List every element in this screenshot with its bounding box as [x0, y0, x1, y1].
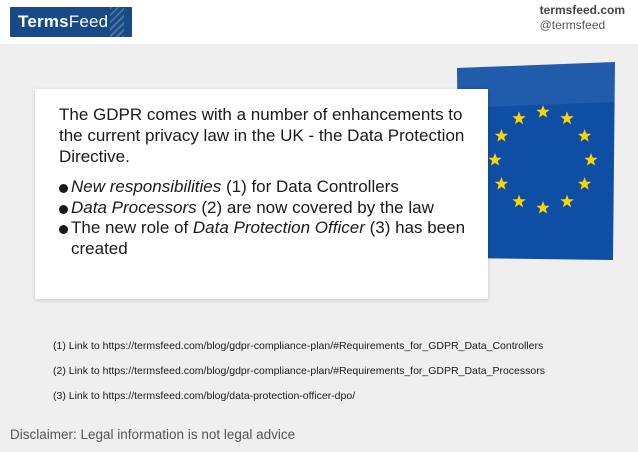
- footnote-link[interactable]: (2) Link to https://termsfeed.com/blog/gdpr-compliance-plan/#Requirements_for_GDPR_Data_Processors: [53, 365, 545, 377]
- bullet-dot: [59, 184, 68, 193]
- site-domain[interactable]: termsfeed.com: [539, 3, 625, 17]
- logo-stripe-decoration: [110, 7, 124, 37]
- content-card: [35, 89, 488, 299]
- footnote-link[interactable]: (3) Link to https://termsfeed.com/blog/data-protection-officer-dpo/: [53, 390, 356, 402]
- footnote-links: [53, 339, 545, 414]
- bullet-text: (3) has been created: [71, 218, 466, 258]
- disclaimer-text: Disclaimer: Legal information is not legal advice: [10, 427, 296, 442]
- termsfeed-logo[interactable]: [10, 7, 132, 37]
- bullet-dot: [59, 225, 68, 234]
- logo-text-light: Feed: [68, 12, 109, 31]
- top-bar: [0, 0, 638, 44]
- bullet-emphasis: New responsibilities: [71, 177, 222, 196]
- logo-text-bold: Terms: [18, 12, 69, 31]
- footnote-link[interactable]: (1) Link to https://termsfeed.com/blog/gdpr-compliance-plan/#Requirements_for_GDPR_Data_Controllers: [53, 340, 544, 352]
- bullet-emphasis: Data Processors: [71, 197, 197, 217]
- bullet-item: [59, 198, 474, 219]
- bullet-emphasis: Data Protection Officer: [192, 218, 365, 237]
- bullet-prefix: The new role of: [71, 218, 193, 237]
- bullet-item: [59, 177, 474, 198]
- bullet-dot: [59, 205, 68, 214]
- bullet-text: (2) are now covered by the law: [196, 197, 434, 217]
- site-handle[interactable]: @termsfeed: [539, 18, 606, 32]
- site-info: [540, 3, 625, 32]
- bullet-item: [59, 218, 474, 259]
- bullet-list: [59, 177, 474, 259]
- intro-text: The GDPR comes with a number of enhancements to the current privacy law in the UK - the Data Protection Directive.: [59, 105, 465, 166]
- bullet-text: (1) for Data Controllers: [221, 177, 399, 196]
